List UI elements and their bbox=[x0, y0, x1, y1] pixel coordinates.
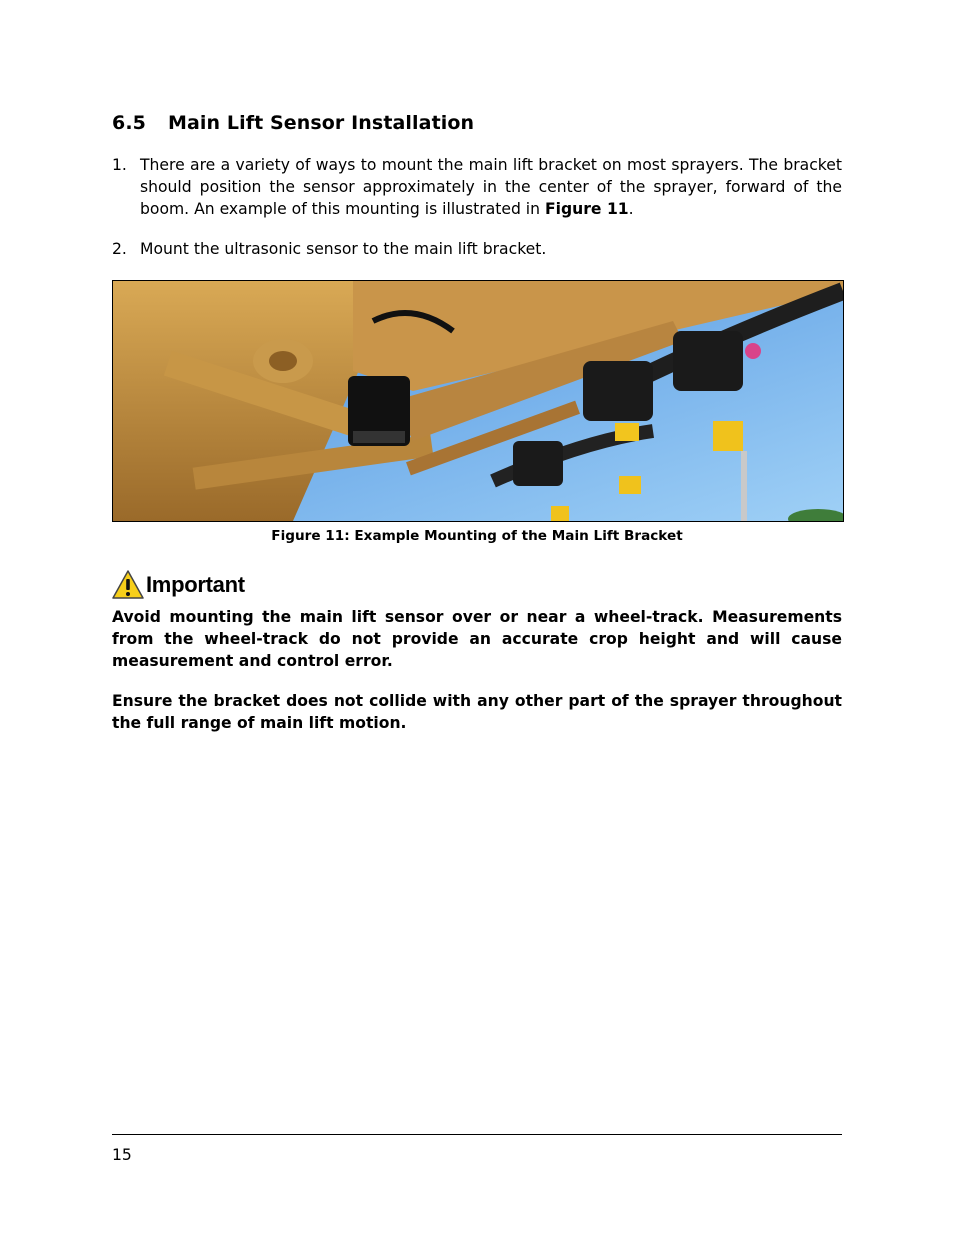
step-marker: 1. bbox=[112, 156, 127, 174]
step-marker: 2. bbox=[112, 240, 127, 258]
step-text: Mount the ultrasonic sensor to the main lift bracket. bbox=[140, 240, 547, 258]
figure-caption: Figure 11: Example Mounting of the Main Lift Bracket bbox=[271, 528, 683, 544]
warning-triangle-icon bbox=[112, 569, 144, 601]
sprayer-photo-illustration bbox=[113, 281, 843, 521]
important-callout-title bbox=[112, 568, 245, 602]
step-text-suffix: . bbox=[628, 200, 634, 218]
figure-reference: Figure 11 bbox=[544, 200, 629, 218]
figure-photo bbox=[112, 280, 844, 522]
important-label: Important bbox=[146, 572, 245, 597]
step-text bbox=[140, 154, 842, 220]
step-1 bbox=[112, 154, 842, 220]
step-text-body: There are a variety of ways to mount the main lift bracket on most sprayers. The bracket should position the sensor approximately in the center of the sprayer, forward of the boom. An example of this mounting is illustrated in bbox=[140, 156, 842, 218]
section-heading bbox=[112, 112, 474, 134]
page-number: 15 bbox=[112, 1146, 132, 1164]
section-number: 6.5 bbox=[112, 112, 146, 134]
section-title: Main Lift Sensor Installation bbox=[168, 112, 475, 134]
footer-divider bbox=[112, 1134, 842, 1135]
step-2 bbox=[112, 238, 842, 260]
important-paragraph: Ensure the bracket does not collide with any other part of the sprayer throughout the full range of main lift motion. bbox=[112, 692, 842, 732]
important-paragraph: Avoid mounting the main lift sensor over or near a wheel-track. Measurements from the wheel-track do not provide an accurate crop height and will cause measurement and control error. bbox=[112, 608, 842, 670]
